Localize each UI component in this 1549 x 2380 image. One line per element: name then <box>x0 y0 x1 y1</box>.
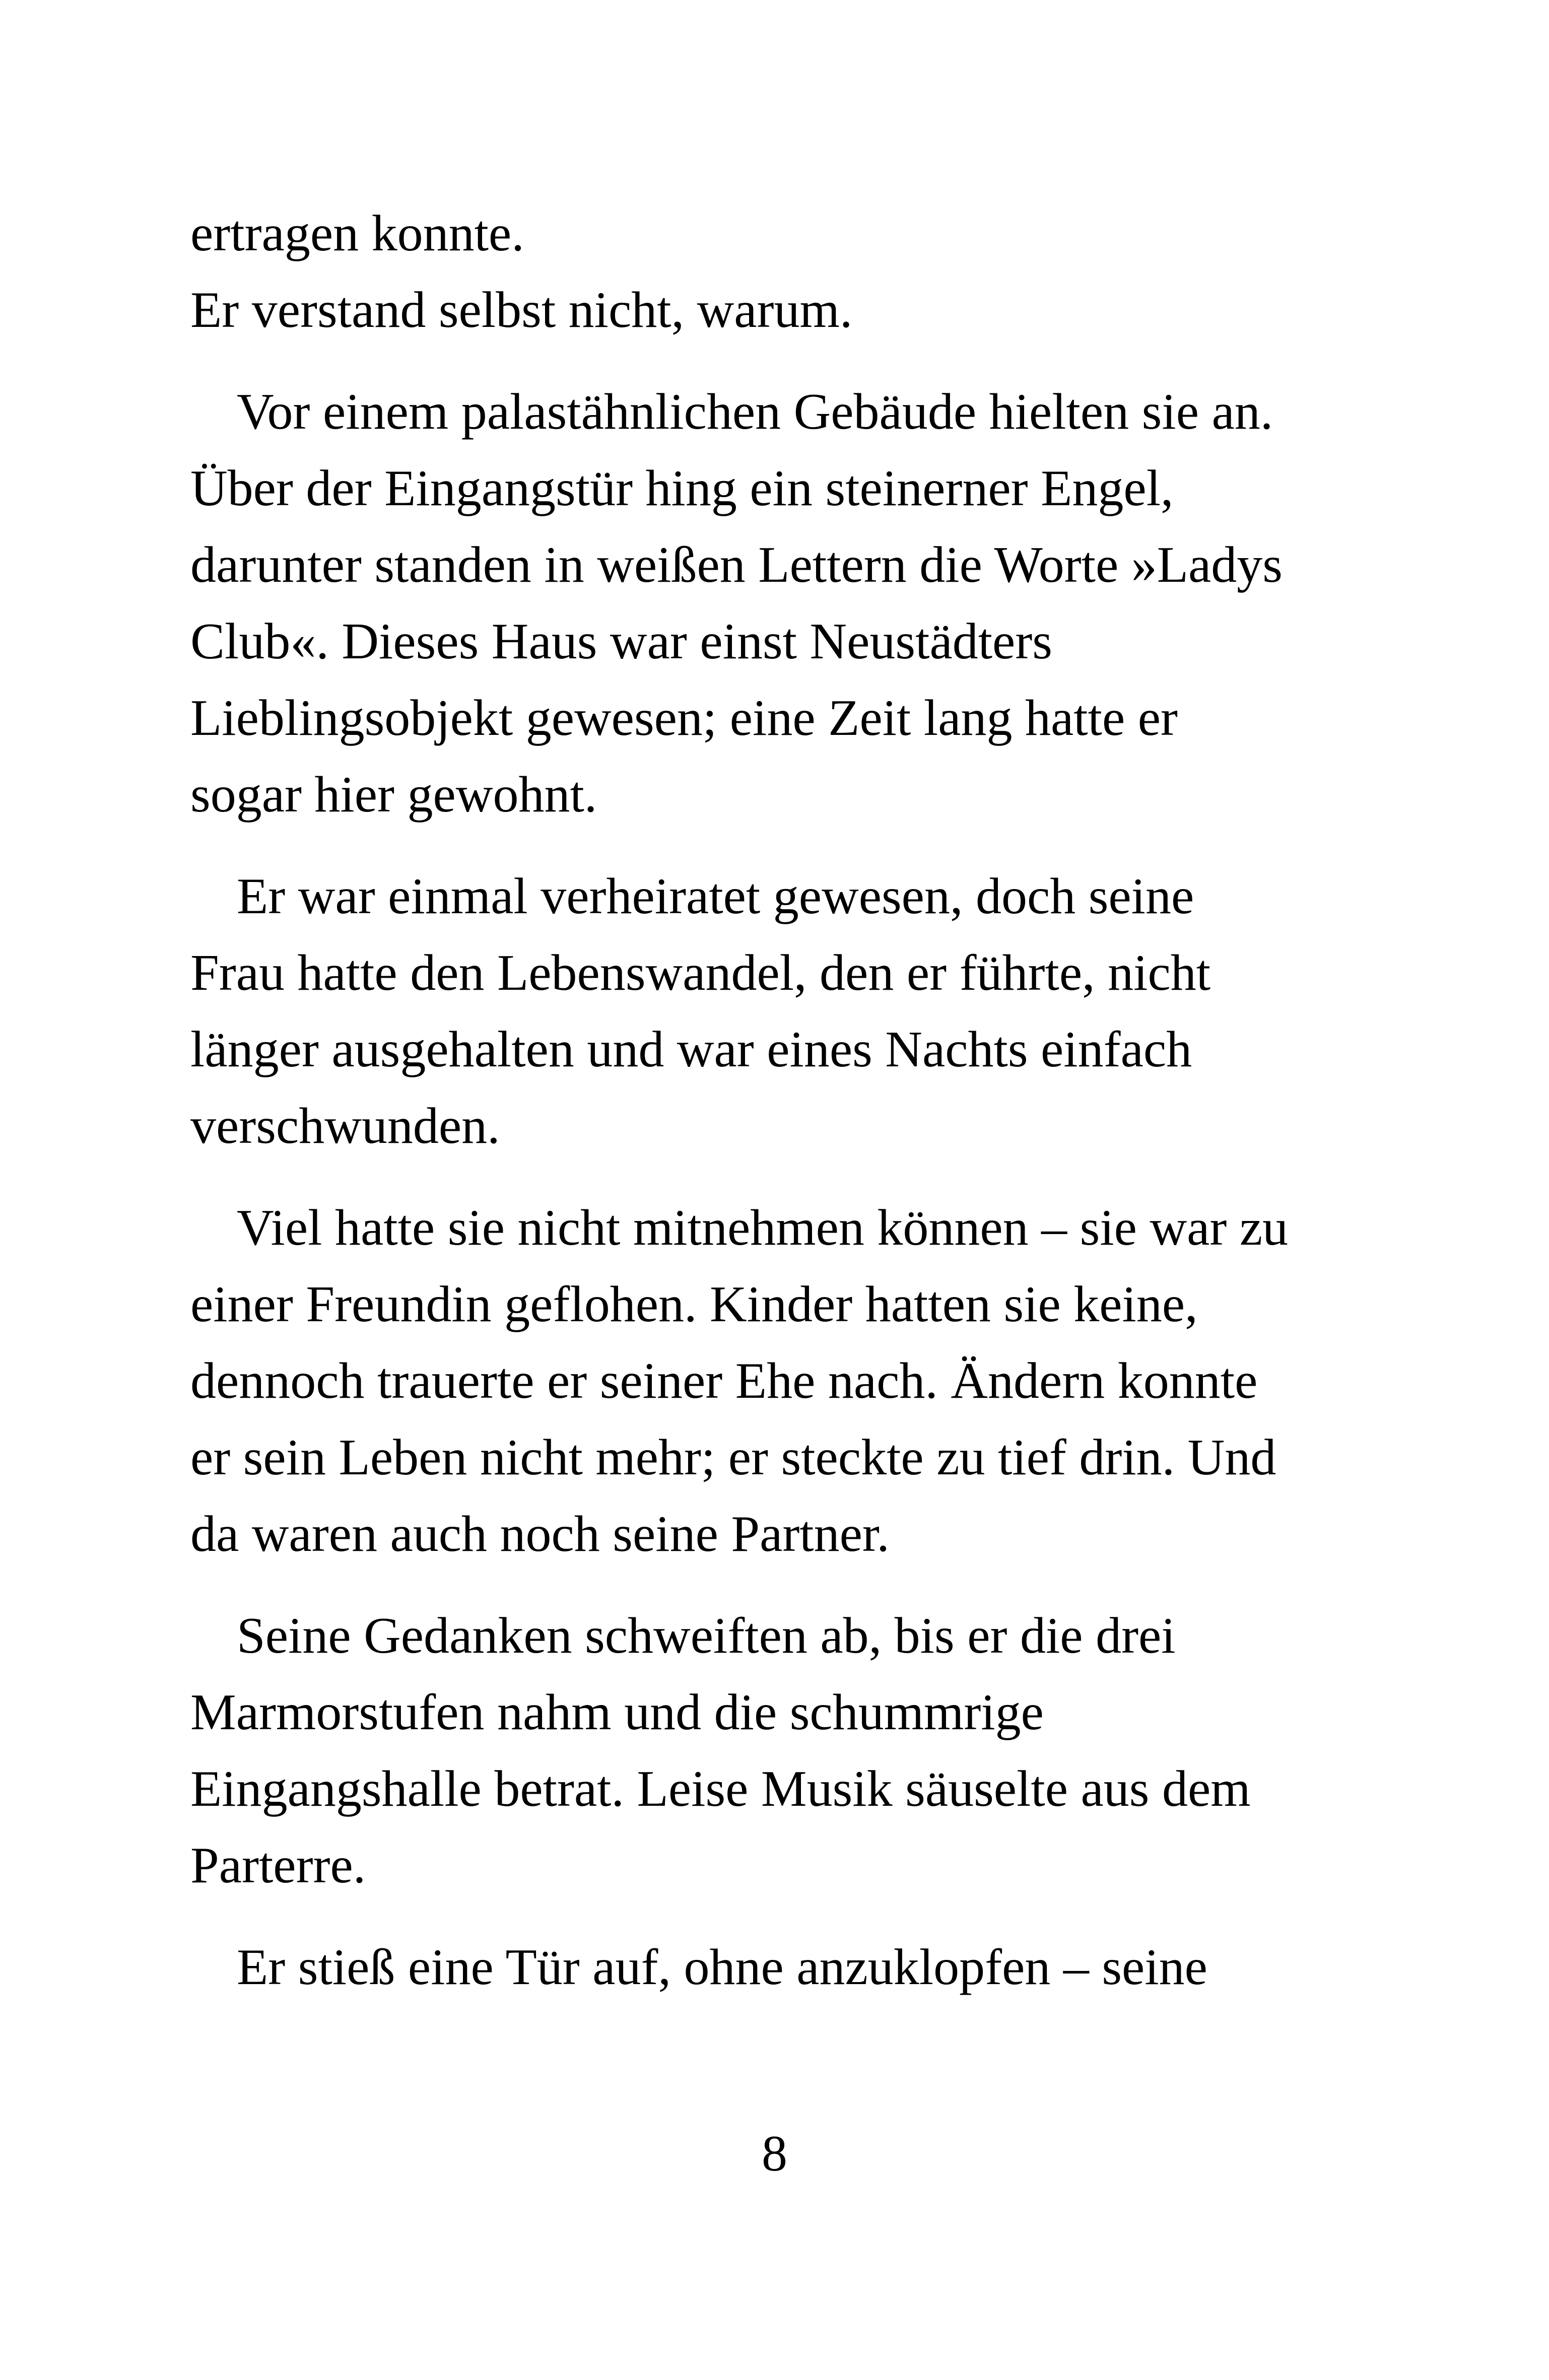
text-line: Vor einem palastähnlichen Gebäude hielten sie an. <box>237 383 1273 440</box>
text-line: einer Freundin geflohen. Kinder hatten sie keine, <box>190 1276 1198 1333</box>
text-line: Über der Eingangstür hing ein steinerner Engel, <box>190 460 1174 517</box>
text-line: Seine Gedanken schweiften ab, bis er die drei <box>237 1607 1176 1664</box>
text-line: da waren auch noch seine Partner. <box>190 1506 890 1562</box>
paragraph <box>190 272 1359 349</box>
text-line: verschwunden. <box>190 1098 500 1154</box>
body-text <box>190 195 1359 2006</box>
paragraph <box>190 1190 1359 1573</box>
text-line: Er stieß eine Tür auf, ohne anzuklopfen – seine <box>237 1939 1207 1996</box>
text-line: Lieblingsobjekt gewesen; eine Zeit lang hatte er <box>190 690 1178 746</box>
text-line: dennoch trauerte er seiner Ehe nach. Ändern konnte <box>190 1352 1258 1409</box>
paragraph <box>190 858 1359 1165</box>
text-line: Club«. Dieses Haus war einst Neustädters <box>190 613 1052 670</box>
text-line: Parterre. <box>190 1837 366 1894</box>
text-line: Marmorstufen nahm und die schummrige <box>190 1684 1044 1741</box>
page-number: 8 <box>762 2125 787 2182</box>
text-line: sogar hier gewohnt. <box>190 766 597 823</box>
paragraph <box>190 1929 1359 2006</box>
paragraph <box>190 1598 1359 1904</box>
paragraph <box>190 195 1359 272</box>
text-line: Er war einmal verheiratet gewesen, doch seine <box>237 868 1194 925</box>
text-line: Viel hatte sie nicht mitnehmen können – sie war zu <box>237 1199 1289 1256</box>
text-line: er sein Leben nicht mehr; er steckte zu tief drin. Und <box>190 1429 1276 1486</box>
text-line: Er verstand selbst nicht, warum. <box>190 282 853 338</box>
text-line: Frau hatte den Lebenswandel, den er führte, nicht <box>190 944 1211 1001</box>
text-line: länger ausgehalten und war eines Nachts einfach <box>190 1021 1192 1078</box>
text-line: Eingangshalle betrat. Leise Musik säuselte aus dem <box>190 1760 1251 1817</box>
text-line: darunter standen in weißen Lettern die Worte »Ladys <box>190 536 1283 593</box>
paragraph <box>190 374 1359 833</box>
text-line: ertragen konnte. <box>190 205 524 262</box>
